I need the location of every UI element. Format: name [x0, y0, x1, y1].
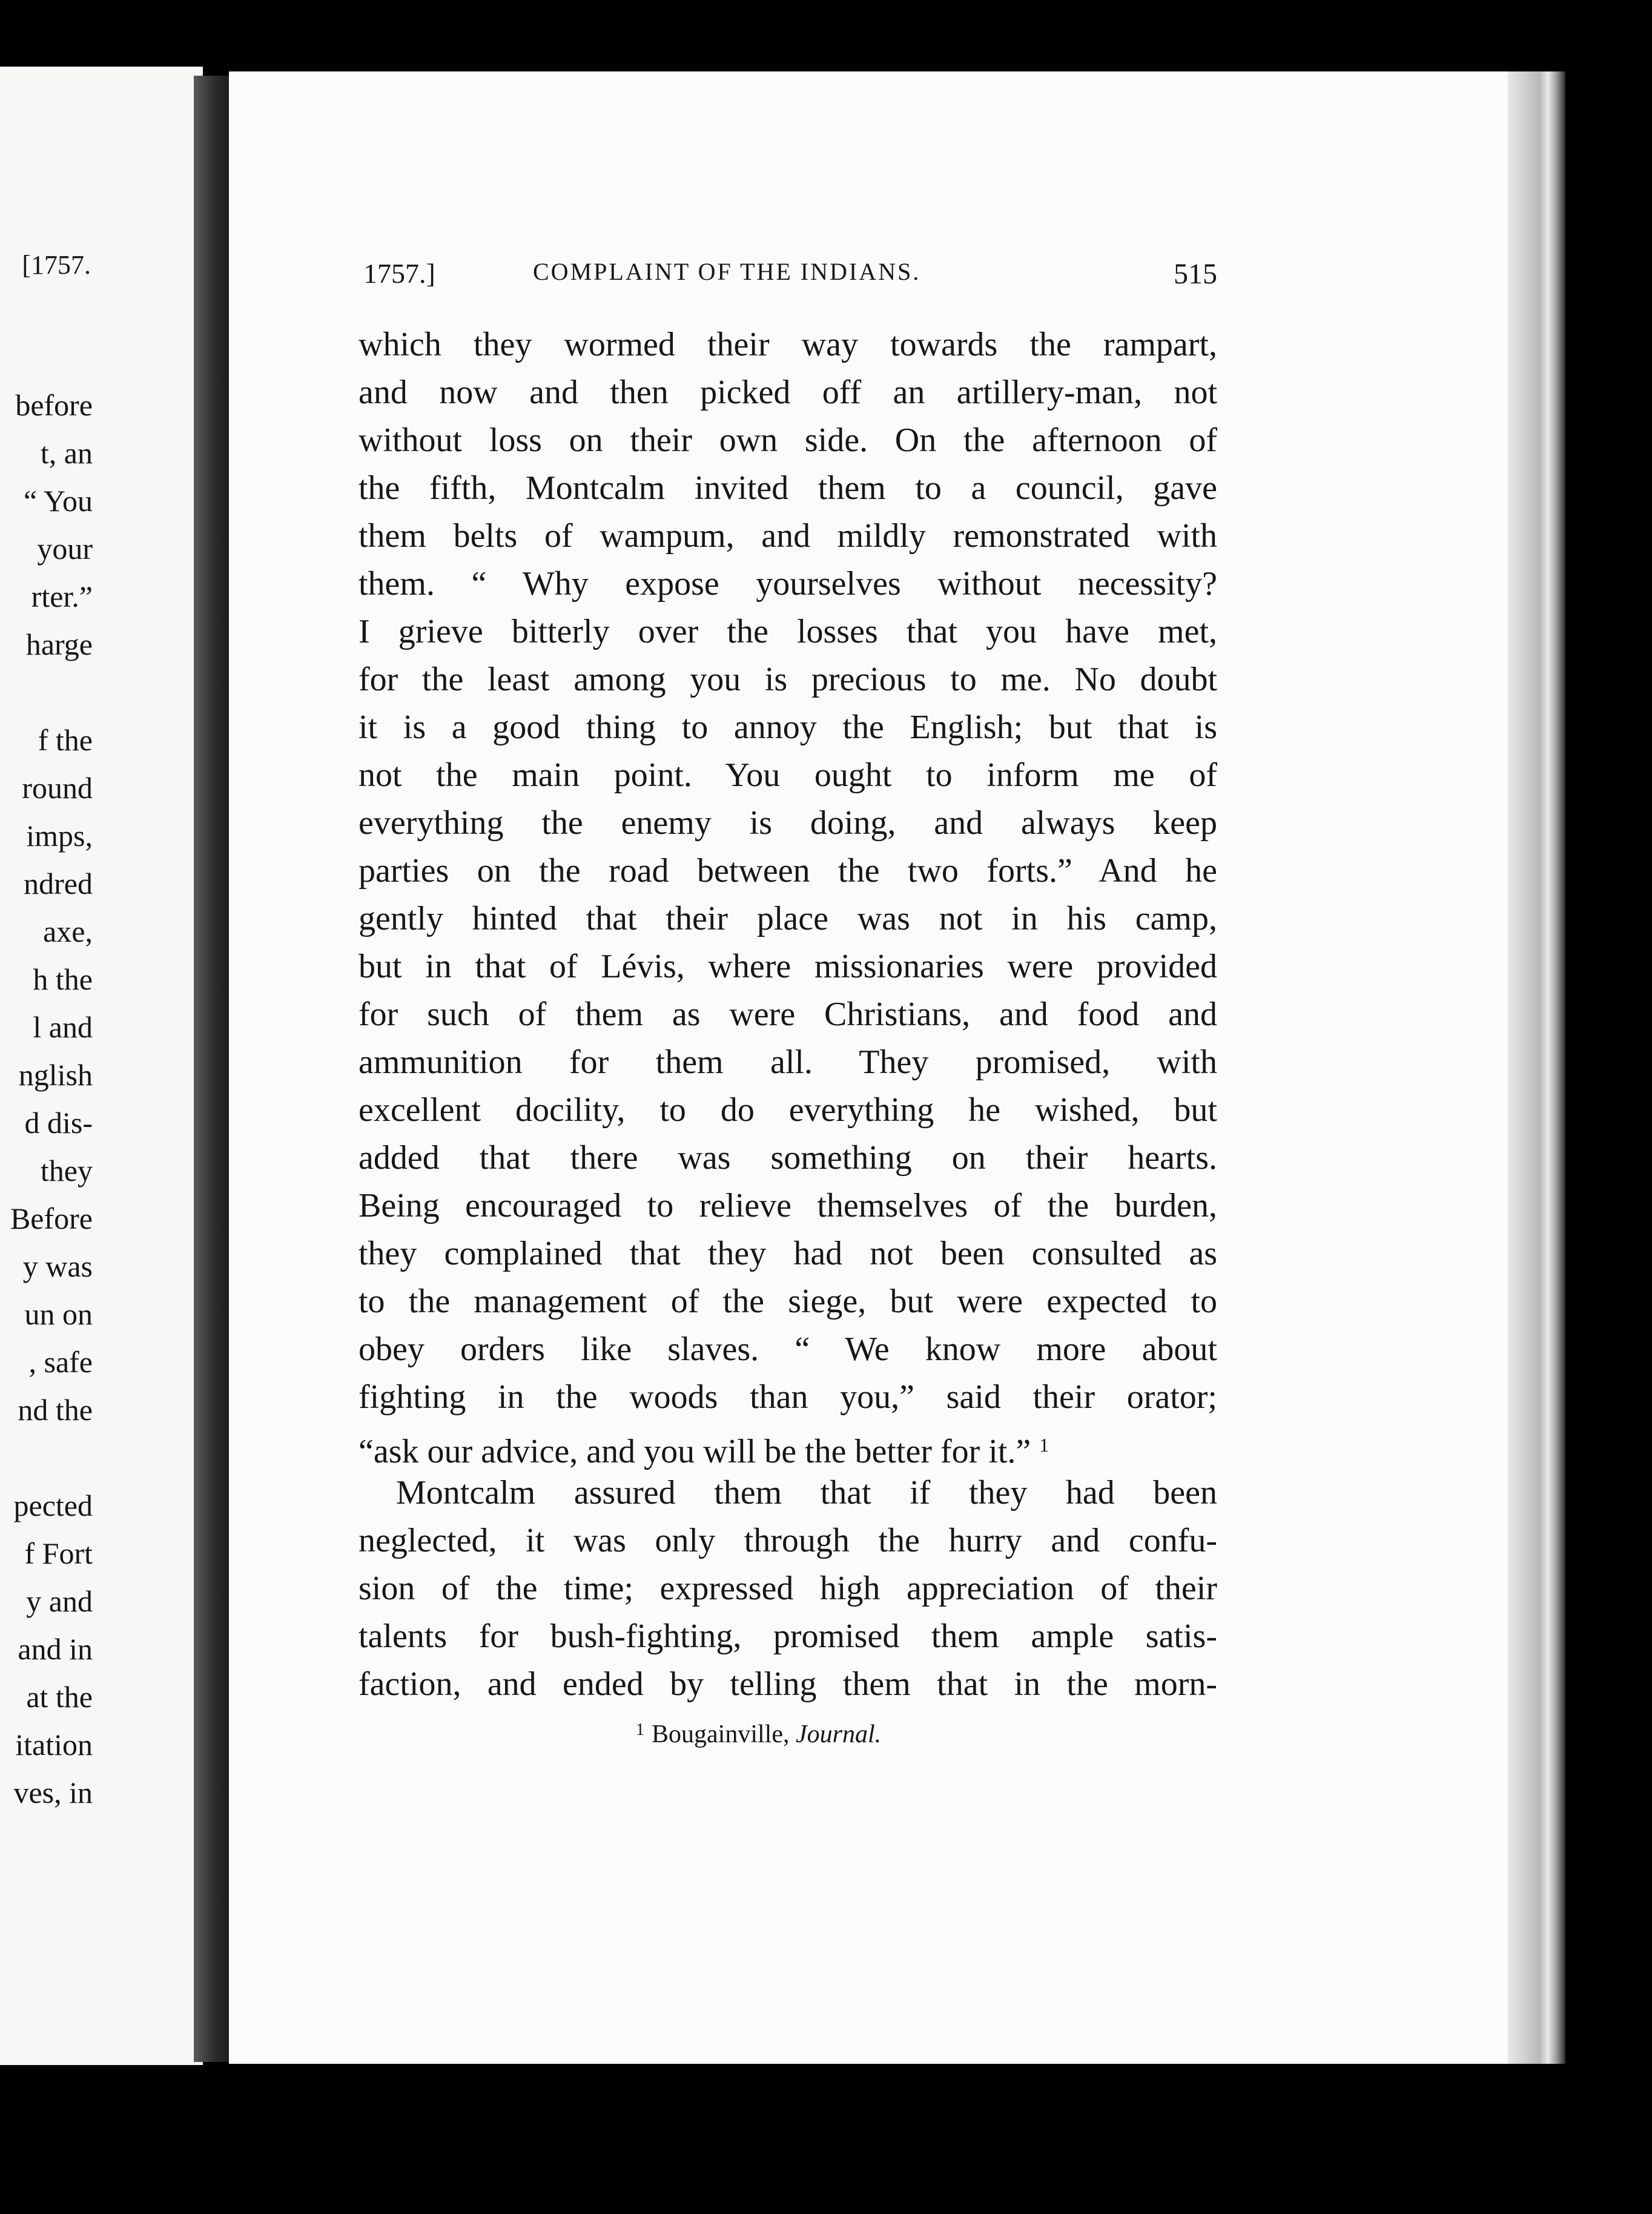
text-line: but in that of Lévis, where missionaries were provided [358, 948, 1217, 985]
left-page-line: they [40, 1154, 93, 1188]
text-line-content: “ask our advice, and you will be the better for it.” [358, 1433, 1031, 1470]
text-line: obey orders like slaves. “ We know more about [358, 1330, 1217, 1368]
left-page-line: pected [13, 1489, 93, 1522]
text-line: ammunition for them all. They promised, with [358, 1043, 1217, 1081]
left-page-line: rter.” [31, 580, 93, 613]
left-page-line: harge [25, 627, 93, 661]
left-page-line [10, 1434, 93, 1482]
text-line [358, 1421, 1217, 1469]
left-page-line: nd the [18, 1393, 93, 1427]
left-page-line: d dis- [24, 1106, 93, 1140]
text-line: I grieve bitterly over the losses that you have met, [358, 613, 1217, 650]
footnote-work: Journal. [795, 1720, 882, 1748]
left-page-line: un on [24, 1297, 93, 1331]
left-page-line: , safe [28, 1345, 93, 1379]
text-line: not the main point. You ought to inform me of [358, 756, 1217, 794]
text-line: them. “ Why expose yourselves without necessity? [358, 565, 1217, 603]
running-head-title: COMPLAINT OF THE INDIANS. [533, 258, 921, 285]
left-page-line: itation [15, 1728, 93, 1762]
text-line: gently hinted that their place was not in his camp, [358, 900, 1217, 937]
text-line: for the least among you is precious to me. No doubt [358, 661, 1217, 698]
left-page-line: y was [22, 1249, 93, 1283]
text-line: them belts of wampum, and mildly remonstrated with [358, 517, 1217, 555]
text-line: and now and then picked off an artillery-man, not [358, 374, 1217, 411]
text-line: parties on the road between the two forts.” And he [358, 852, 1217, 890]
text-line: to the management of the siege, but were expected to [358, 1283, 1217, 1320]
left-page-line: t, an [40, 436, 93, 470]
left-page-line: before [15, 388, 93, 422]
text-line: added that there was something on their hearts. [358, 1139, 1217, 1177]
left-page-line: “ You [24, 484, 93, 518]
footnote [636, 1720, 881, 1749]
page-edge-stack [1508, 71, 1565, 2064]
text-line: talents for bush-fighting, promised them ample satis- [358, 1618, 1217, 1655]
left-page-header: [1757. [22, 250, 91, 280]
text-line: Being encouraged to relieve themselves of the burden, [358, 1187, 1217, 1224]
text-line: they complained that they had not been consulted as [358, 1235, 1217, 1272]
left-page-line: and in [18, 1632, 93, 1666]
paragraph [358, 1469, 1217, 1708]
left-page-line: round [22, 771, 93, 805]
text-line: without loss on their own side. On the afternoon of [358, 421, 1217, 459]
text-line: everything the enemy is doing, and always keep [358, 804, 1217, 842]
paragraph [358, 321, 1217, 1469]
left-page-line: l and [33, 1010, 93, 1044]
page-number: 515 [1174, 258, 1217, 290]
left-page-line [10, 669, 93, 716]
left-page-line: nglish [18, 1058, 93, 1092]
body-text [358, 321, 1217, 1708]
text-line: for such of them as were Christians, and food and [358, 996, 1217, 1033]
text-line: sion of the time; expressed high appreciation of their [358, 1570, 1217, 1607]
text-line: which they wormed their way towards the rampart, [358, 326, 1217, 363]
left-page-line: your [37, 532, 93, 566]
book-gutter-shadow [194, 76, 230, 2062]
text-line: neglected, it was only through the hurry and confu- [358, 1522, 1217, 1559]
running-head [363, 257, 1217, 294]
left-page-line: ves, in [13, 1776, 93, 1809]
left-page-line: f the [38, 723, 93, 757]
left-page-line: ndred [24, 867, 93, 900]
footnote-reference: 1 [1039, 1434, 1049, 1456]
text-line: faction, and ended by telling them that in the morn- [358, 1665, 1217, 1703]
left-page-line: y and [26, 1584, 93, 1618]
left-page-text [10, 382, 93, 1817]
left-page-line: h the [33, 962, 93, 996]
text-line: Montcalm assured them that if they had been [396, 1474, 1217, 1512]
footnote-author: Bougainville, [652, 1720, 790, 1748]
footnote-number: 1 [636, 1720, 644, 1739]
running-head-year: 1757.] [363, 258, 435, 289]
left-page-line: imps, [26, 819, 93, 853]
left-facing-page [0, 67, 203, 2065]
left-page-line: Before [10, 1201, 93, 1235]
text-line: the fifth, Montcalm invited them to a council, gave [358, 469, 1217, 507]
left-page-line: axe, [43, 914, 93, 948]
left-page-line: f Fort [24, 1536, 93, 1570]
text-line: excellent docility, to do everything he wished, but [358, 1091, 1217, 1129]
left-page-line: at the [26, 1680, 93, 1714]
text-line: it is a good thing to annoy the English; but that is [358, 709, 1217, 746]
text-line: fighting in the woods than you,” said their orator; [358, 1378, 1217, 1416]
